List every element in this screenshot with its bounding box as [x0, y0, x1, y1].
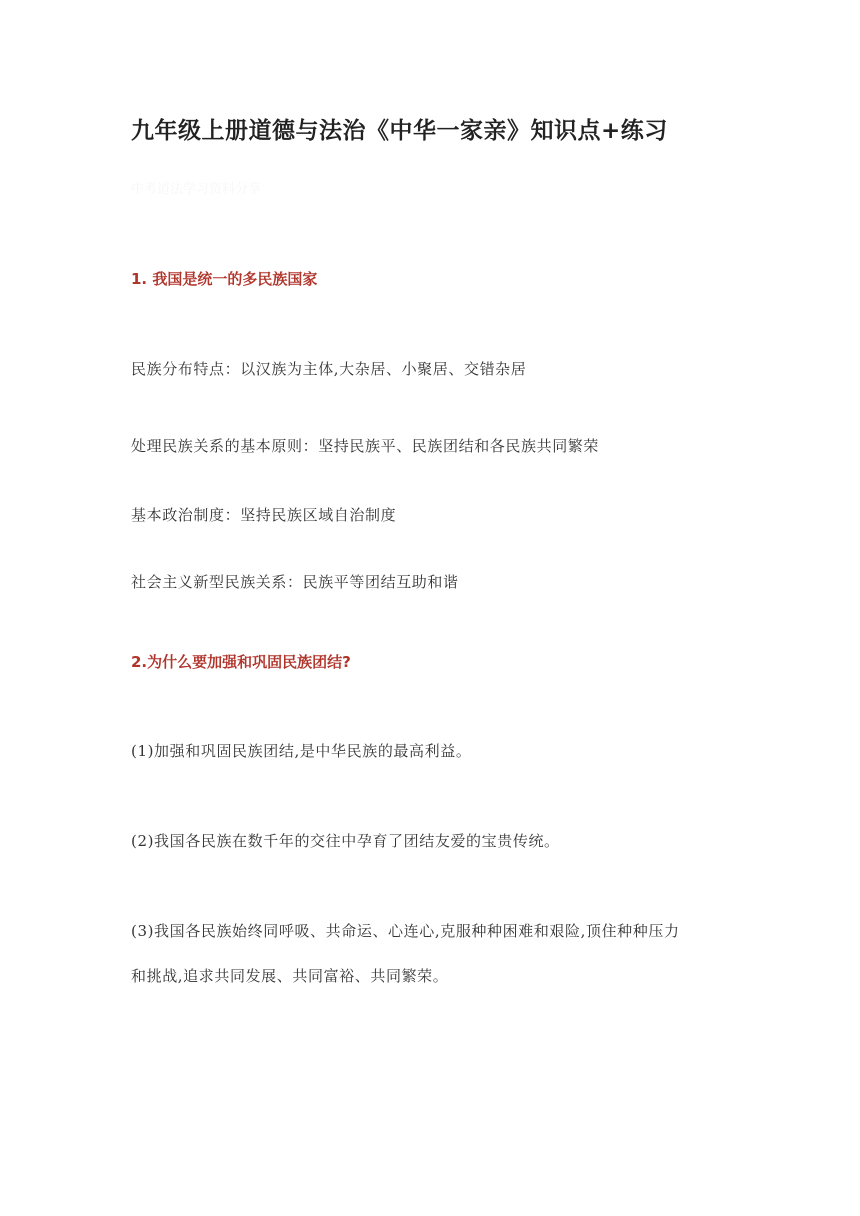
paragraph-reason-3-cont: 和挑战,追求共同发展、共同富裕、共同繁荣。 — [131, 967, 449, 985]
paragraph-principle: 处理民族关系的基本原则：坚持民族平、民族团结和各民族共同繁荣 — [131, 437, 600, 455]
paragraph-distribution: 民族分布特点：以汉族为主体,大杂居、小聚居、交错杂居 — [131, 360, 527, 378]
document-title: 九年级上册道德与法治《中华一家亲》知识点+练习 — [131, 118, 668, 144]
faint-subtitle: 中考道法学习资料分享 — [131, 182, 262, 197]
paragraph-reason-3: (3)我国各民族始终同呼吸、共命运、心连心,克服种种困难和艰险,顶住种种压力 — [131, 922, 680, 940]
section-heading-2: 2.为什么要加强和巩固民族团结? — [131, 653, 351, 671]
section-heading-1: 1. 我国是统一的多民族国家 — [131, 270, 318, 288]
paragraph-relations: 社会主义新型民族关系：民族平等团结互助和谐 — [131, 573, 459, 591]
paragraph-reason-1: (1)加强和巩固民族团结,是中华民族的最高利益。 — [131, 742, 472, 760]
paragraph-system: 基本政治制度：坚持民族区域自治制度 — [131, 506, 397, 524]
paragraph-reason-2: (2)我国各民族在数千年的交往中孕育了团结友爱的宝贵传统。 — [131, 832, 560, 850]
